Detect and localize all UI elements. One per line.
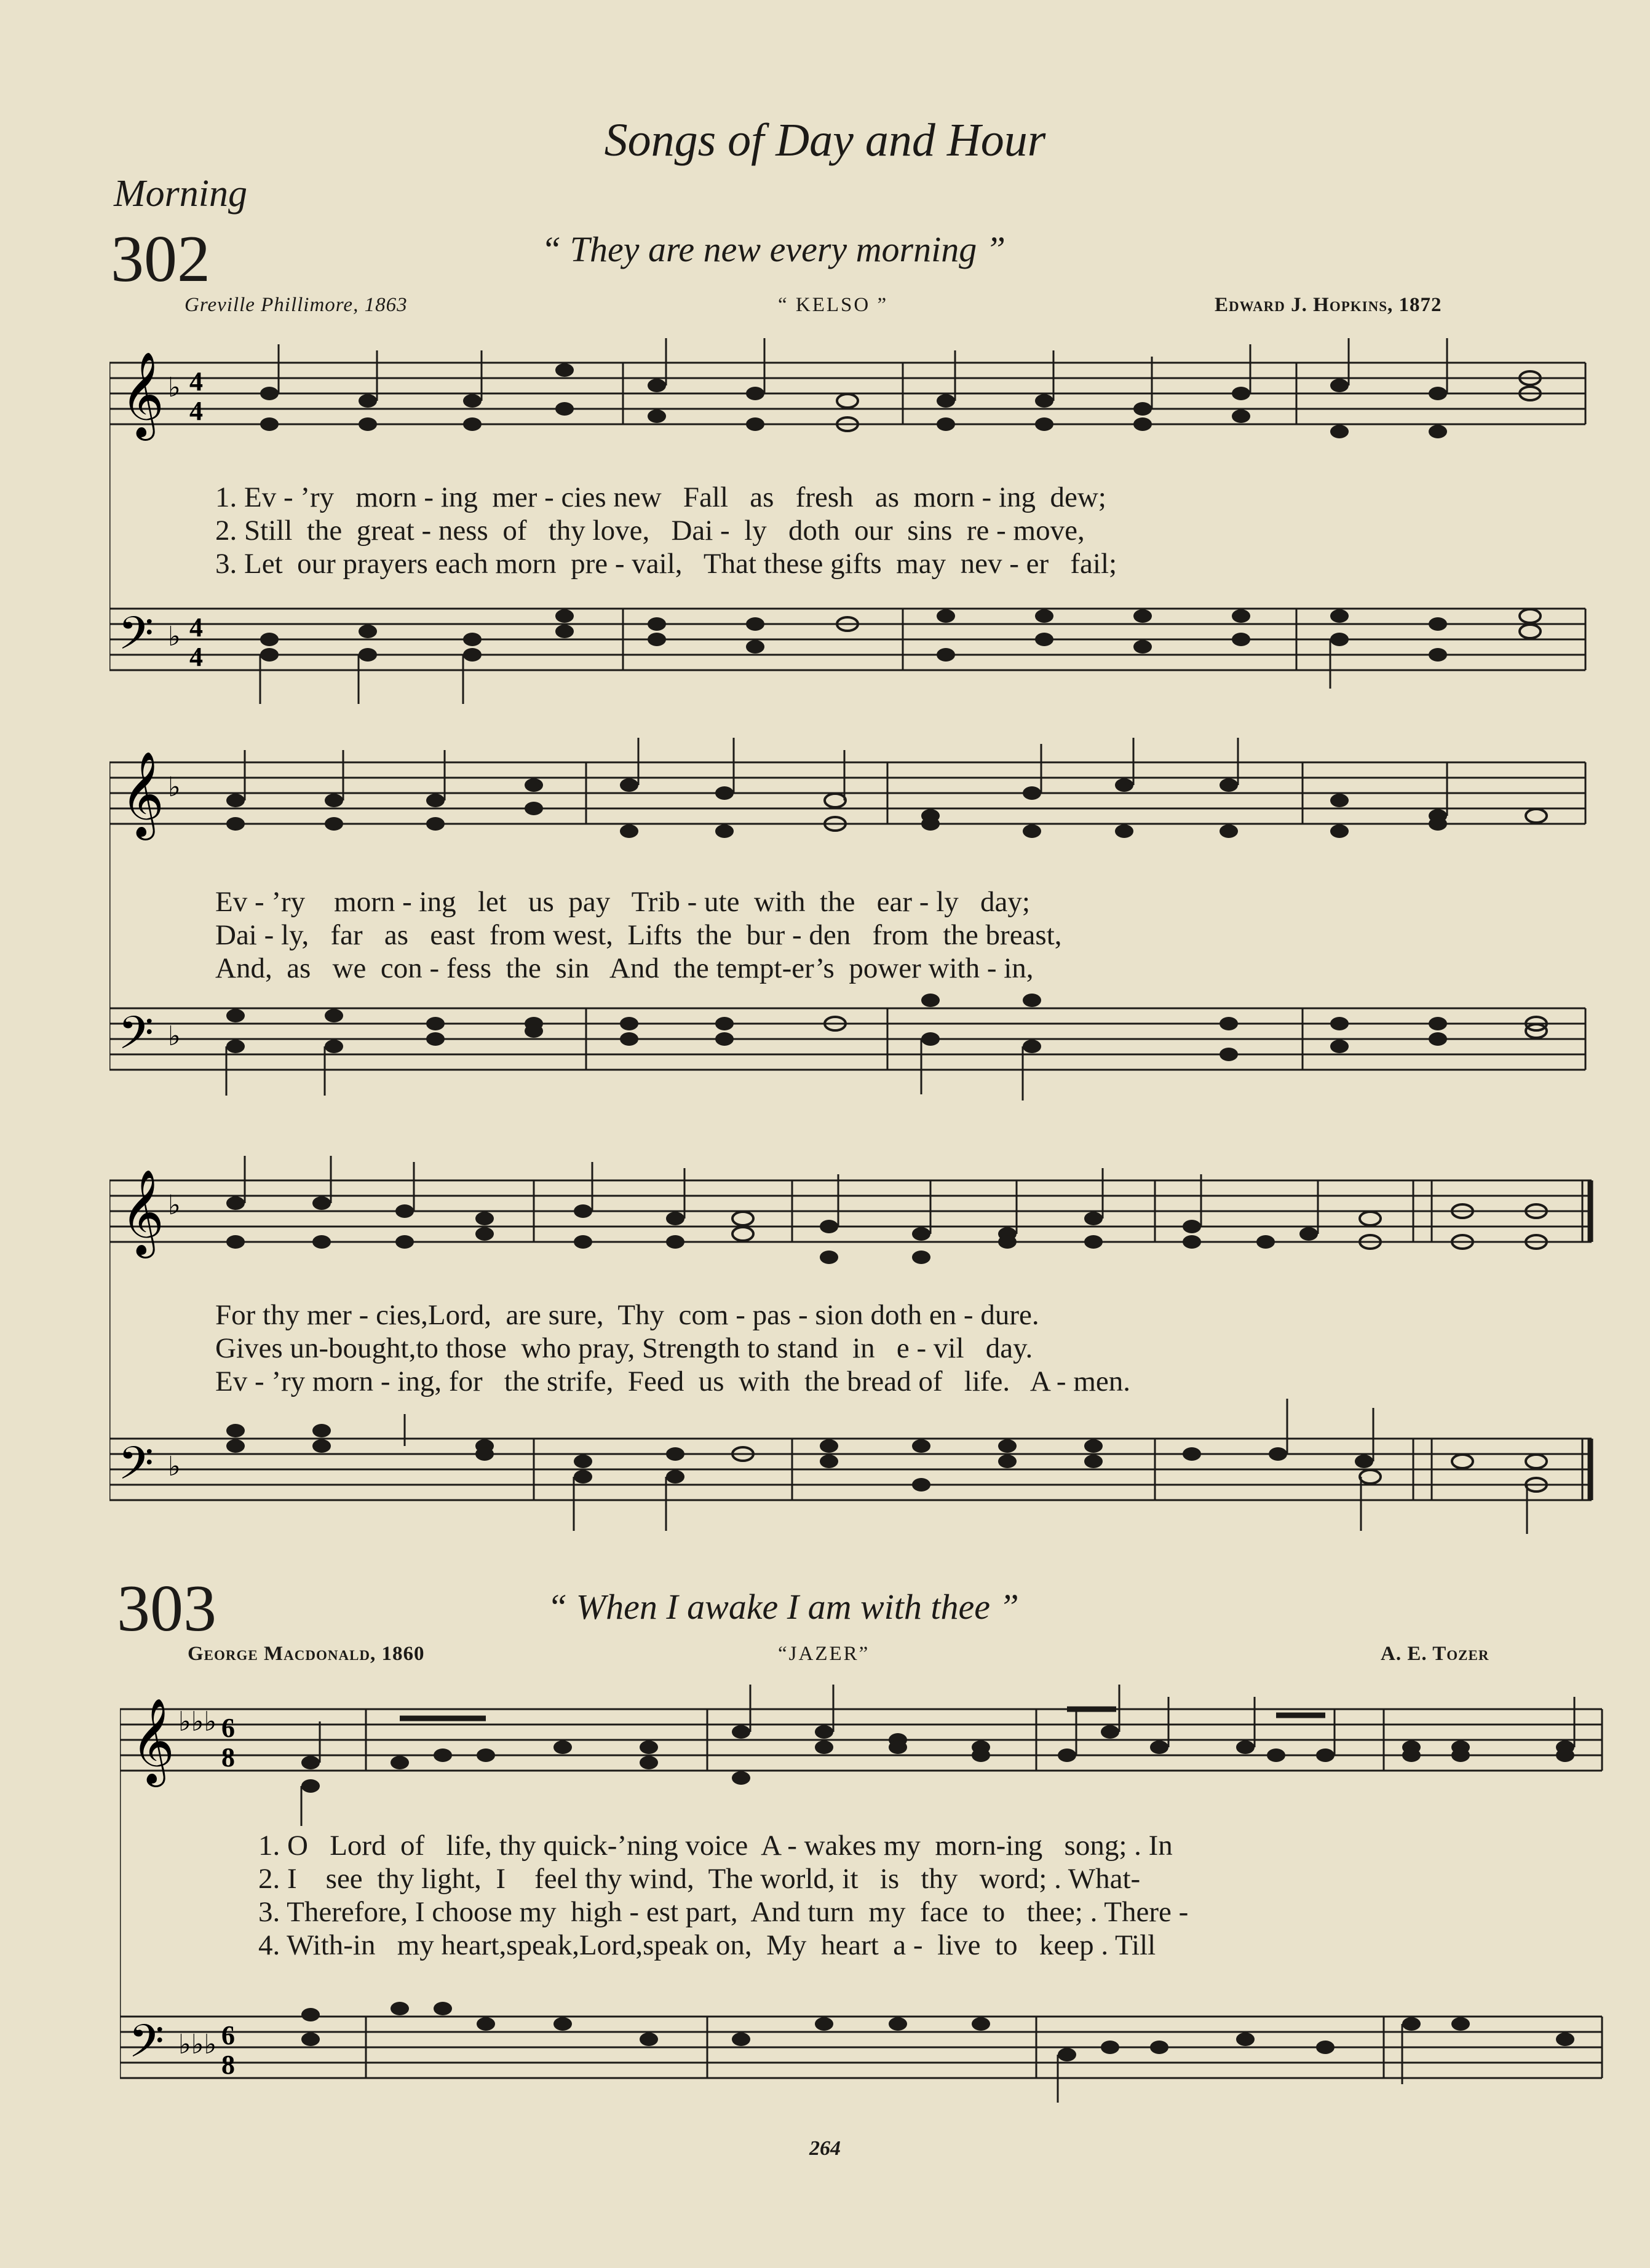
hymn-number: 302 (111, 223, 210, 296)
svg-text:♭♭♭: ♭♭♭ (178, 1707, 217, 1737)
lyrics-block (258, 1829, 1188, 1962)
bass-clef-icon: 𝄢 (129, 2015, 164, 2079)
svg-text:♭: ♭ (168, 772, 181, 802)
svg-text:8: 8 (221, 2050, 235, 2080)
hymn-number: 303 (117, 1572, 216, 1645)
bass-clef-icon: 𝄢 (118, 1006, 154, 1071)
page-number: 264 (809, 2137, 841, 2160)
lyrics-block (215, 885, 1062, 985)
svg-text:♭: ♭ (168, 1452, 181, 1482)
lyric-line: 1. Ev - ’ry morn - ing mer - cies new Fall as fresh as morn - ing dew; (215, 481, 1106, 513)
tune-name: “JAZER” (778, 1643, 870, 1665)
hymn-subtitle: “ They are new every morning ” (541, 229, 1005, 269)
lyric-line: For thy mer - cies,Lord, are sure, Thy com - pas - sion doth en - dure. (215, 1299, 1039, 1331)
svg-text:4: 4 (189, 642, 203, 672)
svg-text:♭: ♭ (168, 1021, 181, 1051)
lyric-line: 2. I see thy light, I feel thy wind, The world, it is thy word; . What- (258, 1863, 1141, 1895)
treble-clef-icon: 𝄞 (121, 1169, 164, 1255)
lyric-line: Gives un-bought,to those who pray, Strength to stand in e - vil day. (215, 1332, 1033, 1364)
svg-text:♭♭♭: ♭♭♭ (178, 2029, 217, 2060)
svg-text:4: 4 (189, 396, 203, 426)
page-title: Songs of Day and Hour (604, 114, 1046, 166)
hymn-author: Greville Phillimore, 1863 (184, 294, 408, 316)
lyrics-block (215, 1298, 1130, 1398)
bass-clef-icon: 𝄢 (118, 607, 154, 671)
lyric-line: Dai - ly, far as east from west, Lifts the bur - den from the breast, (215, 919, 1062, 951)
svg-text:4: 4 (189, 366, 203, 397)
svg-text:♭: ♭ (168, 1190, 181, 1220)
svg-text:6: 6 (221, 1713, 235, 1743)
section-heading: Morning (114, 173, 247, 215)
lyric-line: 3. Let our prayers each morn pre - vail, That these gifts may nev - er fail; (215, 548, 1117, 580)
bass-clef-icon: 𝄢 (118, 1437, 154, 1501)
lyric-line: 4. With-in my heart,speak,Lord,speak on, My heart a - live to keep . Till (258, 1929, 1156, 1961)
lyric-line: Ev - ’ry morn - ing let us pay Trib - ute with the ear - ly day; (215, 886, 1030, 918)
hymn-subtitle: “ When I awake I am with thee ” (547, 1587, 1019, 1627)
svg-text:6: 6 (221, 2020, 235, 2050)
tune-name: “ KELSO ” (778, 294, 889, 316)
lyric-line: Ev - ’ry morn - ing, for the strife, Feed us with the bread of life. A - men. (215, 1365, 1130, 1397)
lyric-line: 1. O Lord of life, thy quick-’ning voice A - wakes my morn-ing song; . In (258, 1830, 1173, 1862)
svg-text:♭: ♭ (168, 373, 181, 403)
svg-text:4: 4 (189, 612, 203, 642)
lyric-line: And, as we con - fess the sin And the tempt-er’s power with - in, (215, 952, 1034, 984)
hymn-composer: A. E. Tozer (1381, 1643, 1489, 1665)
treble-clef-icon: 𝄞 (121, 751, 164, 837)
treble-clef-icon: 𝄞 (131, 1698, 175, 1784)
svg-text:♭: ♭ (168, 622, 181, 652)
lyrics-block (215, 481, 1117, 580)
svg-text:8: 8 (221, 1742, 235, 1772)
treble-clef-icon: 𝄞 (121, 352, 164, 437)
hymn-author: George Macdonald, 1860 (188, 1643, 425, 1665)
hymn-composer: Edward J. Hopkins, 1872 (1215, 294, 1442, 316)
lyric-line: 3. Therefore, I choose my high - est part, And turn my face to thee; . There - (258, 1896, 1189, 1928)
lyric-line: 2. Still the great - ness of thy love, Dai - ly doth our sins re - move, (215, 515, 1085, 547)
